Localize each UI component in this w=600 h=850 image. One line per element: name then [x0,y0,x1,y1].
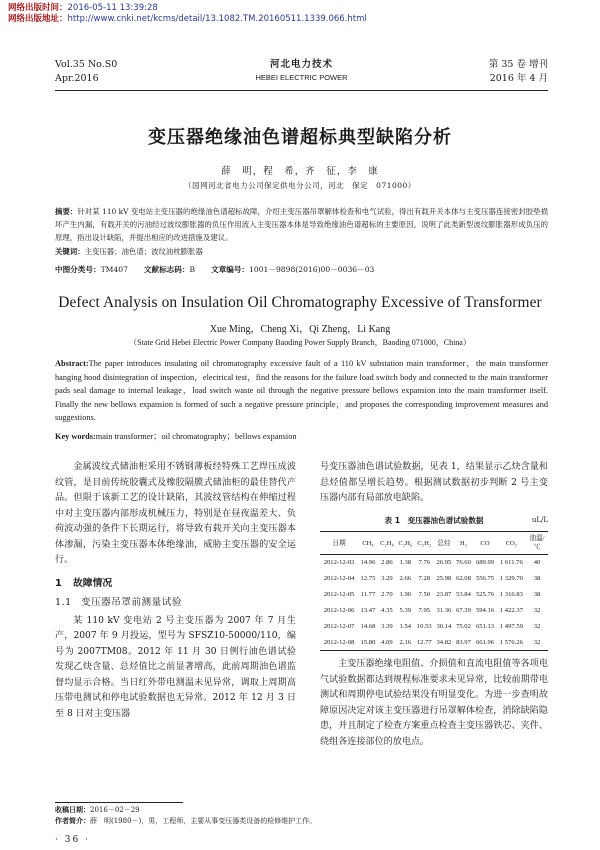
section-1-heading [55,576,296,592]
abstract-cn-label: 摘要： [55,207,78,216]
keywords-cn-body: 主变压器；油色谱；波纹油枕膨胀器 [84,246,203,256]
body-right-column [320,460,548,750]
table-cell: 2012-12-07 [323,622,355,630]
table-1-unit: uL/L [531,515,548,524]
table-cell: 26.95 [436,559,452,566]
table-1-title: 表 1 变压器油色谱试验数据 [384,515,484,525]
article-no-label: 文章编号： [211,265,250,274]
doc-code-value: B [189,265,196,274]
table-cell: 31.36 [436,606,452,614]
table-cell: 2012-12-06 [323,606,355,614]
table-cell: 2012-12-05 [323,590,355,598]
received-value: 2016－02－29 [90,806,140,814]
oil-chromatography-table [320,531,548,651]
online-url-label: 网络出版地址： [8,14,68,24]
table-cell: 67.39 [456,606,471,614]
table-cell: 1.90 [399,590,412,598]
table-header-cell: CO [480,539,490,547]
table-cell: 13.47 [360,606,376,614]
abstract-en-body: The paper introduces insulating oil chromatography excessive fault of a 110 kV substation main transformer，the main transformer hanging hood disintegration of inspection，electrical test，find the reasons for the failure load switch body and connected to the main transformer pads seal damage to internal leakage，load switch waste oil through the negative pressure bellows expansion into the main transformer itself. Finally the new bellows expansion is formed of such a negative pressure principle，and proposes the corresponding improvement measures and suggestions. [55,359,548,423]
journal-name-cn: 河北电力技术 [269,59,333,70]
author-bio-value: 薛 明(1980－)，男，工程师，主要从事变压器类设备的检修维护工作。 [90,817,317,825]
table-header-cell: 油温/℃ [529,535,545,551]
page-number: · 36 · [55,835,90,845]
abstract-cn-body: 针对某 110 kV 变电站主变压器的绝缘油色谱超标故障，介绍主变压器吊罩解体检查和电气试验，得出有载开关本体与主变压器连接密封胶垫损坏产生内漏，有载开关的污油经过波纹膨胀器的负压作用流入主变压器本体是导致绝缘油色谱超标的主要原因，说明了此类新型波纹膨胀器形成负压的原理，指出设计缺陷，并提出相应的改进措施及建议。 [55,207,548,243]
table-header-cell: H₂ [459,539,468,547]
table-cell: 594.16 [475,606,495,614]
online-url-line [8,14,367,25]
table-header-cell: 总烃 [437,539,451,547]
journal-date: Apr.2016 [55,73,99,84]
table-row [320,603,548,619]
table-cell: 10.53 [416,622,432,630]
table-cell: 651.13 [475,622,495,630]
table-cell: 4.35 [381,606,393,614]
table-cell: 525.76 [475,590,495,598]
table-cell: 83.97 [456,638,471,646]
keywords-en-body: main transformer；oil chromatography；bellows expansion [95,432,297,441]
table-header-cell: 日期 [332,539,346,547]
table-cell: 2012-12-03 [323,559,355,566]
journal-header [55,58,548,88]
table-cell: 75.02 [456,622,471,630]
table-cell: 76.60 [456,559,471,566]
table-cell: 32 [533,638,541,646]
right-paragraph-2: 主变压器绝缘电阻值、介损值和直流电阻值等各项电气试验数据都达到规程标准要求未见异常，比较前期带电测试和周期停电试验结果没有明显变化。为进一步查明故障原因决定对该主变压器进行吊罩解体检查，消除缺陷隐患，并且制定了检查方案重点检查主变压器铁芯、夹件、绕组各连接部位的放电点。 [320,659,548,747]
online-publication-info [8,3,367,25]
classification-line [55,264,374,276]
table-cell: 3.39 [381,622,393,630]
table-header-cell: CO₂ [505,539,518,547]
journal-name-en: HEBEI ELECTRIC POWER [255,73,348,82]
table-cell: 11.77 [360,590,376,598]
table-header-cell: C₂H₂ [417,539,432,547]
table-header-cell: C₂H₄ [380,539,394,547]
journal-name-block [55,58,548,84]
received-date-note [55,805,140,816]
table-cell: 2.86 [381,559,393,566]
table-header-row [320,532,548,555]
table-cell: 53.84 [456,590,471,598]
table-cell: 62.08 [456,574,471,582]
table-cell: 14.96 [360,559,376,566]
table-cell: 15.80 [360,638,376,646]
journal-date-cn: 2016 年 4 月 [489,73,548,84]
header-divider [55,90,548,91]
table-header-cell: CH₄ [362,539,374,547]
online-time-value: 2016-05-11 13:39:28 [67,3,158,13]
table-cell: 34.82 [436,638,452,646]
table-cell: 1.38 [399,559,412,566]
table-header-cell: C₂H₆ [398,539,413,547]
section-1-1-paragraph: 某 110 kV 变电站 2 号主变压器为 2007 年 7 月生产，2007 年 9 月投运，型号为 SFSZ10-50000/110，编号为 2007TM08。2012 年 11 月 30 日例行油色谱试验发现乙炔含量、总烃值比之前显著增高，此前周期油色谱监督均显示合格。当日红外带电测温未见异常，调取上周期高压带电测试和停电试验数据也无异常。2012 年 12 月 3 日至 8 日对主变压器 [55,615,296,719]
table-cell: 661.96 [475,638,495,646]
table-cell: 4.09 [381,638,393,646]
table-row [320,555,548,571]
body-left-column [55,460,296,722]
clc-value: TM407 [100,265,128,274]
abstract-cn [55,205,548,258]
table-cell: 1 422.37 [499,606,523,614]
table-cell: 2.16 [399,638,412,646]
table-cell: 30.14 [436,622,452,630]
authors-en: Xue Ming，Cheng Xi，Qi Zheng，Li Kang [209,324,391,335]
section-1-number: 1 [55,577,62,589]
table-cell: 23.87 [436,590,452,598]
table-cell: 38 [533,590,541,598]
table-cell: 2.70 [381,590,393,598]
table-cell: 1 611.76 [499,559,523,566]
received-label: 收稿日期： [55,806,90,814]
table-cell: 1 497.59 [499,622,523,630]
table-cell: 3.29 [381,574,393,582]
table-row [320,571,548,587]
section-1-1-number: 1.1 [55,597,72,608]
section-1-1-title: 变压器吊罩前测量试验 [81,597,182,608]
table-cell: 2012-12-08 [323,638,355,646]
table-cell: 556.75 [475,574,495,582]
online-url-link[interactable]: http://www.cnki.net/kcms/detail/13.1082.TM.20160511.1339.066.html [67,14,367,24]
table-1-caption [320,513,548,529]
table-cell: 1 576.26 [499,638,523,646]
keywords-en [55,430,548,443]
author-bio-note [55,816,316,827]
table-cell: 2012-12-04 [323,574,355,582]
table-row [320,635,548,651]
abstract-en-label: Abstract: [55,359,89,368]
table-cell: 38 [533,574,541,582]
abstract-cn-text [55,205,548,245]
table-cell: 7.76 [418,559,431,566]
table-cell: 14.68 [360,622,376,630]
article-title-en: Defect Analysis on Insulation Oil Chromatography Excessive of Transformer [58,294,542,311]
table-cell: 40 [533,559,541,566]
keywords-cn-label: 关键词： [55,246,85,256]
footnote-divider [55,802,183,803]
doc-code-label: 文献标志码： [143,265,190,274]
right-paragraph-1: 号变压器油色谱试验数据，见表 1，结果显示乙炔含量和总烃值都呈增长趋势。根据测试数据初步判断 2 号主变压器内部有局部放电缺陷。 [320,462,548,503]
table-row [320,587,548,603]
table-cell: 2.66 [399,574,412,582]
section-1-1-heading [55,595,296,611]
article-no-value: 1001－9898(2016)00－0036－03 [249,265,375,274]
intro-paragraph: 金属波纹式储油柜采用不锈钢薄板经特殊工艺焊压成波纹管，是目前传统胶囊式及橡胶隔膜式储油柜的最佳替代产品。但限于该新工艺的设计缺陷，其波纹管结构在伸缩过程中对主变压器内部形成机械压力，特别是在昼夜温差大、负荷波动强的条件下长期运行，将导致有载开关向主变压器本体渗漏，污染主变压器本体绝缘油，威胁主变压器的安全运行。 [55,462,296,565]
table-cell: 1.54 [399,622,412,630]
affiliation-cn: （国网河北省电力公司保定供电分公司，河北 保定 071000） [184,181,416,190]
table-cell: 689.99 [475,559,495,566]
online-time-line [8,3,367,14]
author-bio-label: 作者简介： [55,817,90,825]
table-cell: 1 316.83 [499,590,523,598]
table-cell: 7.95 [418,606,431,614]
journal-volume-cn-block [489,58,548,86]
table-cell: 7.28 [418,574,431,582]
keywords-cn [55,245,548,258]
table-cell: 25.98 [436,574,452,582]
table-cell: 12.77 [416,638,432,646]
journal-volume: Vol.35 No.S0 [55,59,118,70]
table-cell: 12.75 [360,574,376,582]
keywords-en-label: Key words: [55,432,96,441]
affiliation-en: （State Grid Hebei Electric Power Company Baoding Power Supply Branch，Baoding 071000，China） [129,338,471,347]
authors-cn: 薛 明，程 希，齐 征，李 康 [221,166,379,177]
table-cell: 7.50 [418,590,431,598]
clc-label: 中图分类号： [55,265,101,274]
article-title-cn: 变压器绝缘油色谱超标典型缺陷分析 [148,127,452,148]
online-time-label: 网络出版时间： [8,3,68,13]
table-cell: 5.39 [399,606,412,614]
abstract-en [55,357,548,425]
section-1-title: 故障情况 [73,577,113,589]
journal-volume-cn: 第 35 卷 增刊 [488,59,548,70]
table-cell: 32 [533,606,541,614]
table-cell: 32 [533,622,541,630]
table-row [320,619,548,635]
table-cell: 1 329.70 [499,574,523,582]
